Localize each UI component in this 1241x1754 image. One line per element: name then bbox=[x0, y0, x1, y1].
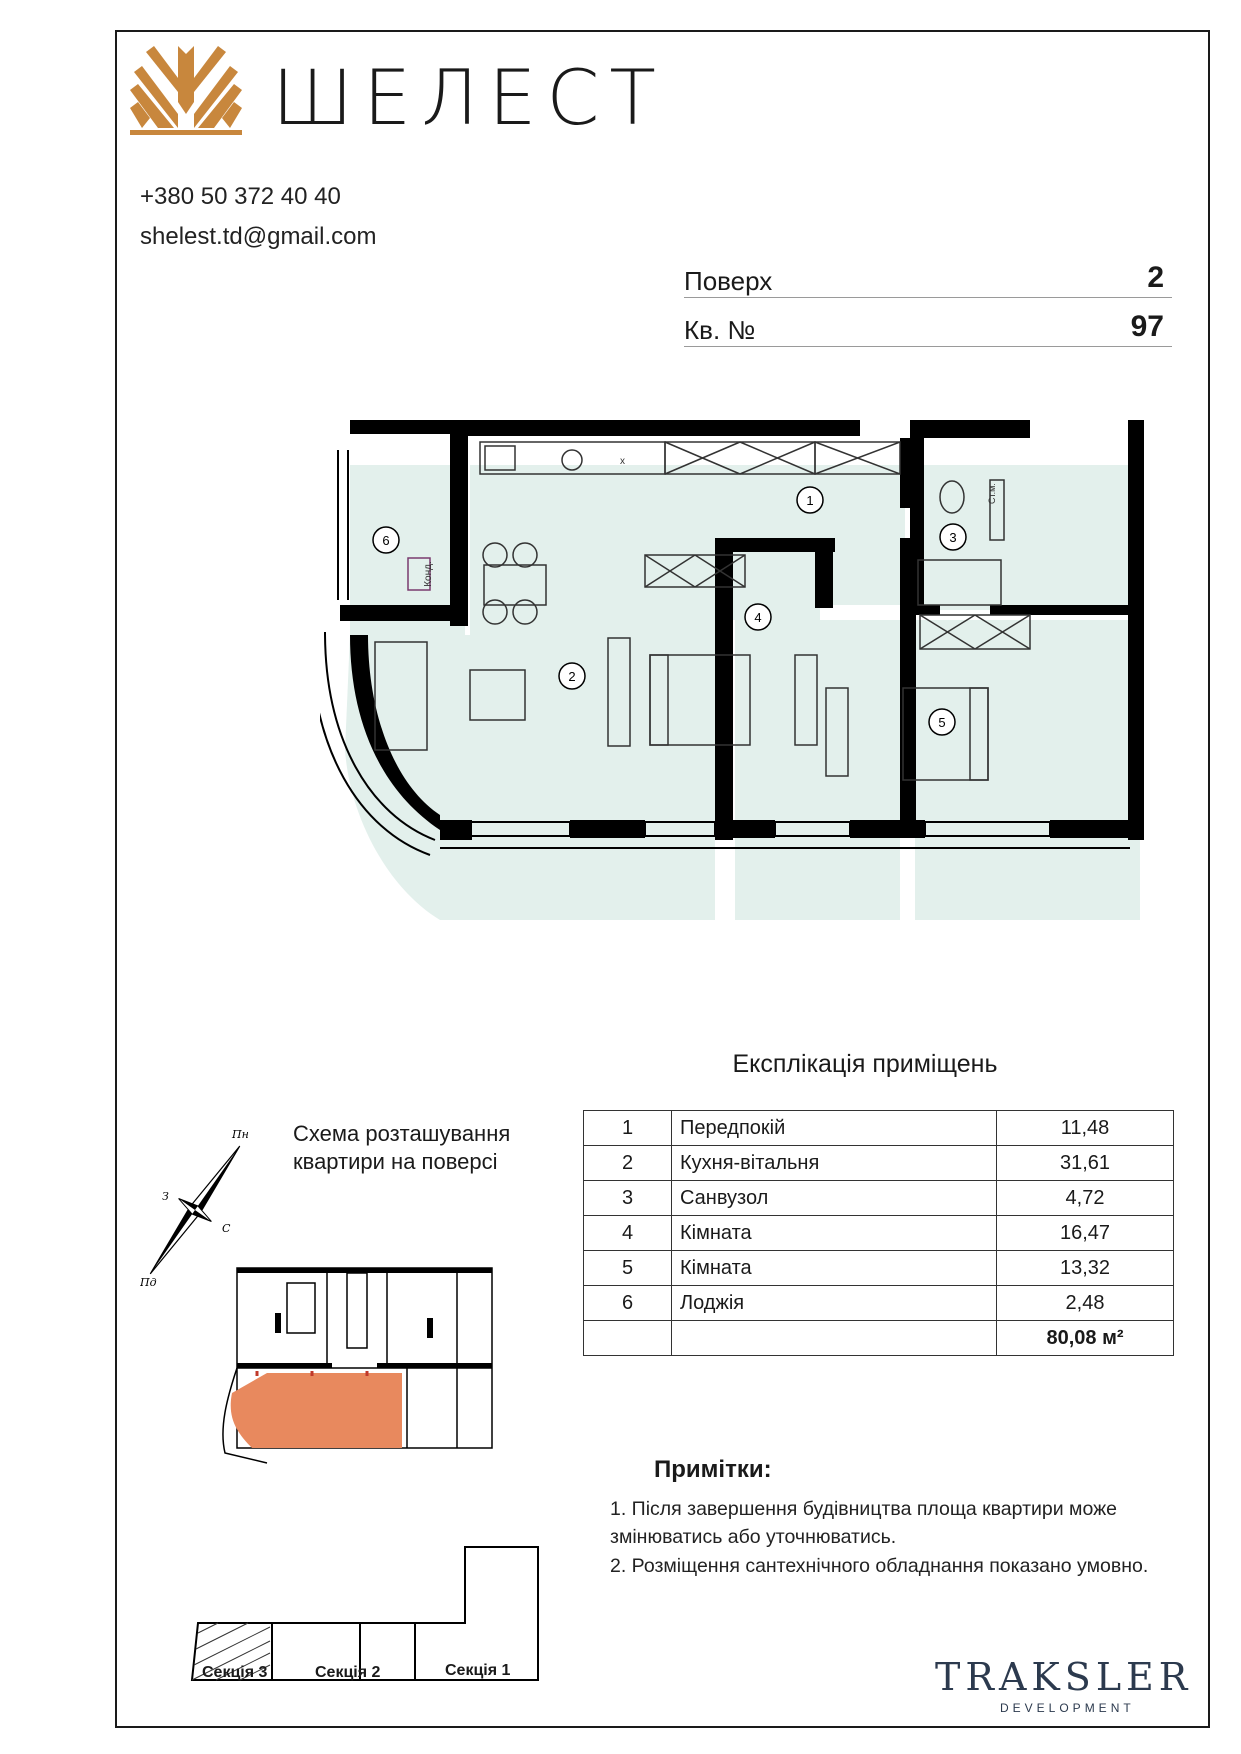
section-3-label: Секція 3 bbox=[202, 1664, 268, 1681]
room-area: 2,48 bbox=[997, 1286, 1174, 1321]
room-area: 13,32 bbox=[997, 1251, 1174, 1286]
explication-table bbox=[583, 1110, 1174, 1356]
note-item: 2. Розміщення сантехнічного обладнання показано умовно. bbox=[610, 1555, 1149, 1577]
cond-label: Конд. bbox=[423, 561, 434, 587]
developer-subtitle: DEVELOPMENT bbox=[1000, 1701, 1135, 1715]
row-number: 4 bbox=[584, 1216, 672, 1251]
table-row bbox=[584, 1111, 1174, 1146]
section-1-label: Секція 1 bbox=[445, 1662, 511, 1679]
room-area: 11,48 bbox=[997, 1111, 1174, 1146]
table-row bbox=[584, 1216, 1174, 1251]
table-row bbox=[584, 1146, 1174, 1181]
brand-name: ШЕЛЕСТ bbox=[272, 53, 666, 142]
room-name: Кімната bbox=[672, 1216, 997, 1251]
compass-east: С bbox=[222, 1222, 231, 1235]
email-address[interactable]: shelest.td@gmail.com bbox=[140, 223, 377, 250]
apartment-number-value: 97 bbox=[1130, 310, 1164, 343]
note-item: 1. Після завершення будівництва площа квартири може змінюватись або уточнюватись. bbox=[610, 1498, 1117, 1548]
apartment-number-label: Кв. № bbox=[684, 315, 756, 345]
room-name: Передпокій bbox=[672, 1111, 997, 1146]
row-number: 3 bbox=[584, 1181, 672, 1216]
phone-number[interactable]: +380 50 372 40 40 bbox=[140, 183, 341, 210]
apartment-highlight bbox=[231, 1373, 402, 1448]
floor-label: Поверх bbox=[684, 266, 773, 296]
room-name: Кухня-вітальня bbox=[672, 1146, 997, 1181]
row-number: 2 bbox=[584, 1146, 672, 1181]
room-name: Лоджія bbox=[672, 1286, 997, 1321]
total-row-name bbox=[672, 1321, 997, 1356]
room-marker-6: 6 bbox=[382, 533, 390, 548]
row-number: 1 bbox=[584, 1111, 672, 1146]
floor-row bbox=[684, 262, 1172, 298]
table-row bbox=[584, 1181, 1174, 1216]
total-row-number bbox=[584, 1321, 672, 1356]
sections-diagram bbox=[180, 1545, 545, 1710]
table-row bbox=[584, 1286, 1174, 1321]
shelest-logo-icon bbox=[128, 44, 244, 136]
row-number: 6 bbox=[584, 1286, 672, 1321]
room-area: 31,61 bbox=[997, 1146, 1174, 1181]
room-marker-2: 2 bbox=[568, 669, 576, 684]
explication-title: Експлікація приміщень bbox=[732, 1050, 998, 1078]
compass-north: Пн bbox=[232, 1128, 249, 1141]
stove-mark: x bbox=[620, 456, 625, 467]
developer-name: TRAKSLER bbox=[935, 1655, 1193, 1699]
floor-location-scheme bbox=[197, 1258, 502, 1473]
room-marker-4: 4 bbox=[754, 610, 762, 625]
compass-west: З bbox=[162, 1190, 169, 1203]
room-marker-1: 1 bbox=[806, 493, 814, 508]
row-number: 5 bbox=[584, 1251, 672, 1286]
room-name: Кімната bbox=[672, 1251, 997, 1286]
notes-title: Примітки: bbox=[654, 1456, 772, 1483]
total-row bbox=[584, 1321, 1174, 1356]
section-2-label: Секція 2 bbox=[315, 1664, 381, 1681]
room-area: 4,72 bbox=[997, 1181, 1174, 1216]
scheme-title-line1: Схема розташування bbox=[293, 1121, 511, 1146]
apartment-number-row bbox=[684, 311, 1172, 347]
scheme-title-line2: квартири на поверсі bbox=[293, 1149, 498, 1174]
room-marker-5: 5 bbox=[938, 715, 946, 730]
room-area: 16,47 bbox=[997, 1216, 1174, 1251]
table-row bbox=[584, 1251, 1174, 1286]
total-area: 80,08 м² bbox=[997, 1321, 1174, 1356]
compass-south: Пд bbox=[140, 1276, 157, 1288]
room-marker-3: 3 bbox=[949, 530, 957, 545]
scheme-title bbox=[293, 1120, 553, 1176]
floor-value: 2 bbox=[1147, 261, 1164, 294]
wc-label: Ст.м. bbox=[987, 483, 997, 504]
room-name: Санвузол bbox=[672, 1181, 997, 1216]
apartment-floor-plan bbox=[320, 420, 1155, 980]
